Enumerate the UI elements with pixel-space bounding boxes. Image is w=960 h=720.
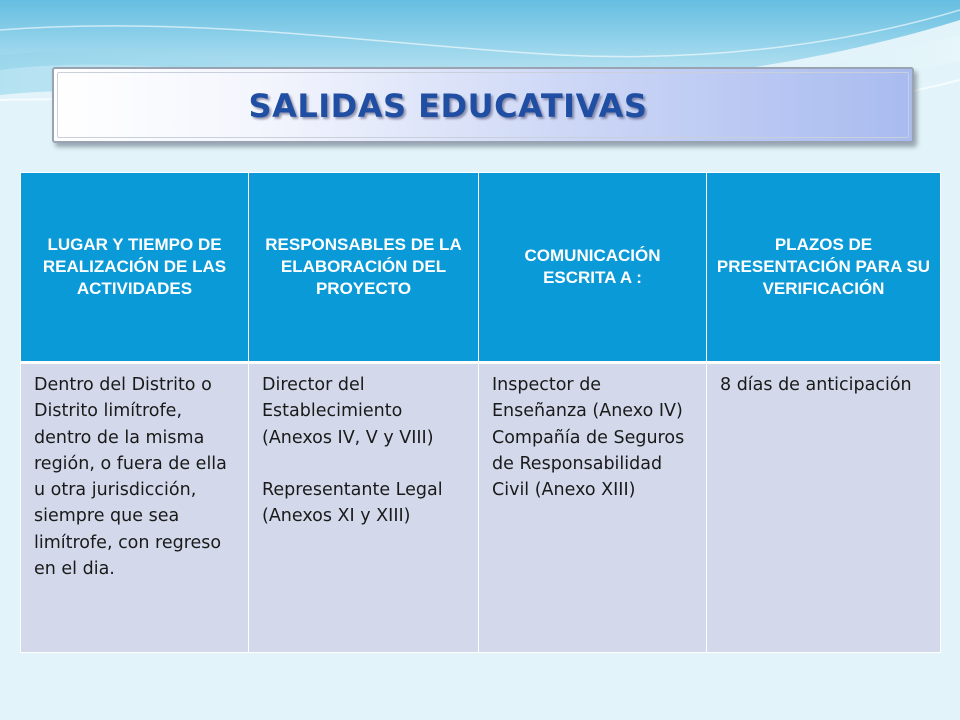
header-lugar-tiempo: LUGAR Y TIEMPO DE REALIZACIÓN DE LAS ACTIVIDADES [21, 173, 249, 363]
title-banner [52, 67, 914, 143]
table-row [21, 363, 941, 653]
plazos-text: 8 días de anticipación [720, 375, 912, 395]
responsable-representante: Representante Legal (Anexos XI y XIII) [262, 479, 443, 526]
header-responsables: RESPONSABLES DE LA ELABORACIÓN DEL PROYECTO [249, 173, 479, 363]
header-plazos: PLAZOS DE PRESENTACIÓN PARA SU VERIFICACIÓN [707, 173, 941, 363]
cell-comunicacion [479, 363, 707, 653]
paragraph-gap [262, 451, 470, 477]
lugar-text: Dentro del Distrito o Distrito limítrofe, dentro de la misma región, o fuera de ella u otra jurisdicción, siempre que sea limítrofe, con regreso en el dia. [34, 375, 227, 579]
comunicacion-inspector: Inspector de Enseñanza (Anexo IV) [492, 375, 683, 422]
responsable-director: Director del Establecimiento (Anexos IV, V y VIII) [262, 375, 434, 448]
cell-lugar [21, 363, 249, 653]
comunicacion-compania: Compañía de Seguros de Responsabilidad Civil (Anexo XIII) [492, 427, 685, 500]
cell-plazos [707, 363, 941, 653]
page-title: SALIDAS EDUCATIVAS [248, 87, 648, 125]
header-comunicacion: COMUNICACIÓN ESCRITA A : [479, 173, 707, 363]
table-header-row [21, 173, 941, 363]
cell-responsables [249, 363, 479, 653]
salidas-table [20, 172, 941, 653]
